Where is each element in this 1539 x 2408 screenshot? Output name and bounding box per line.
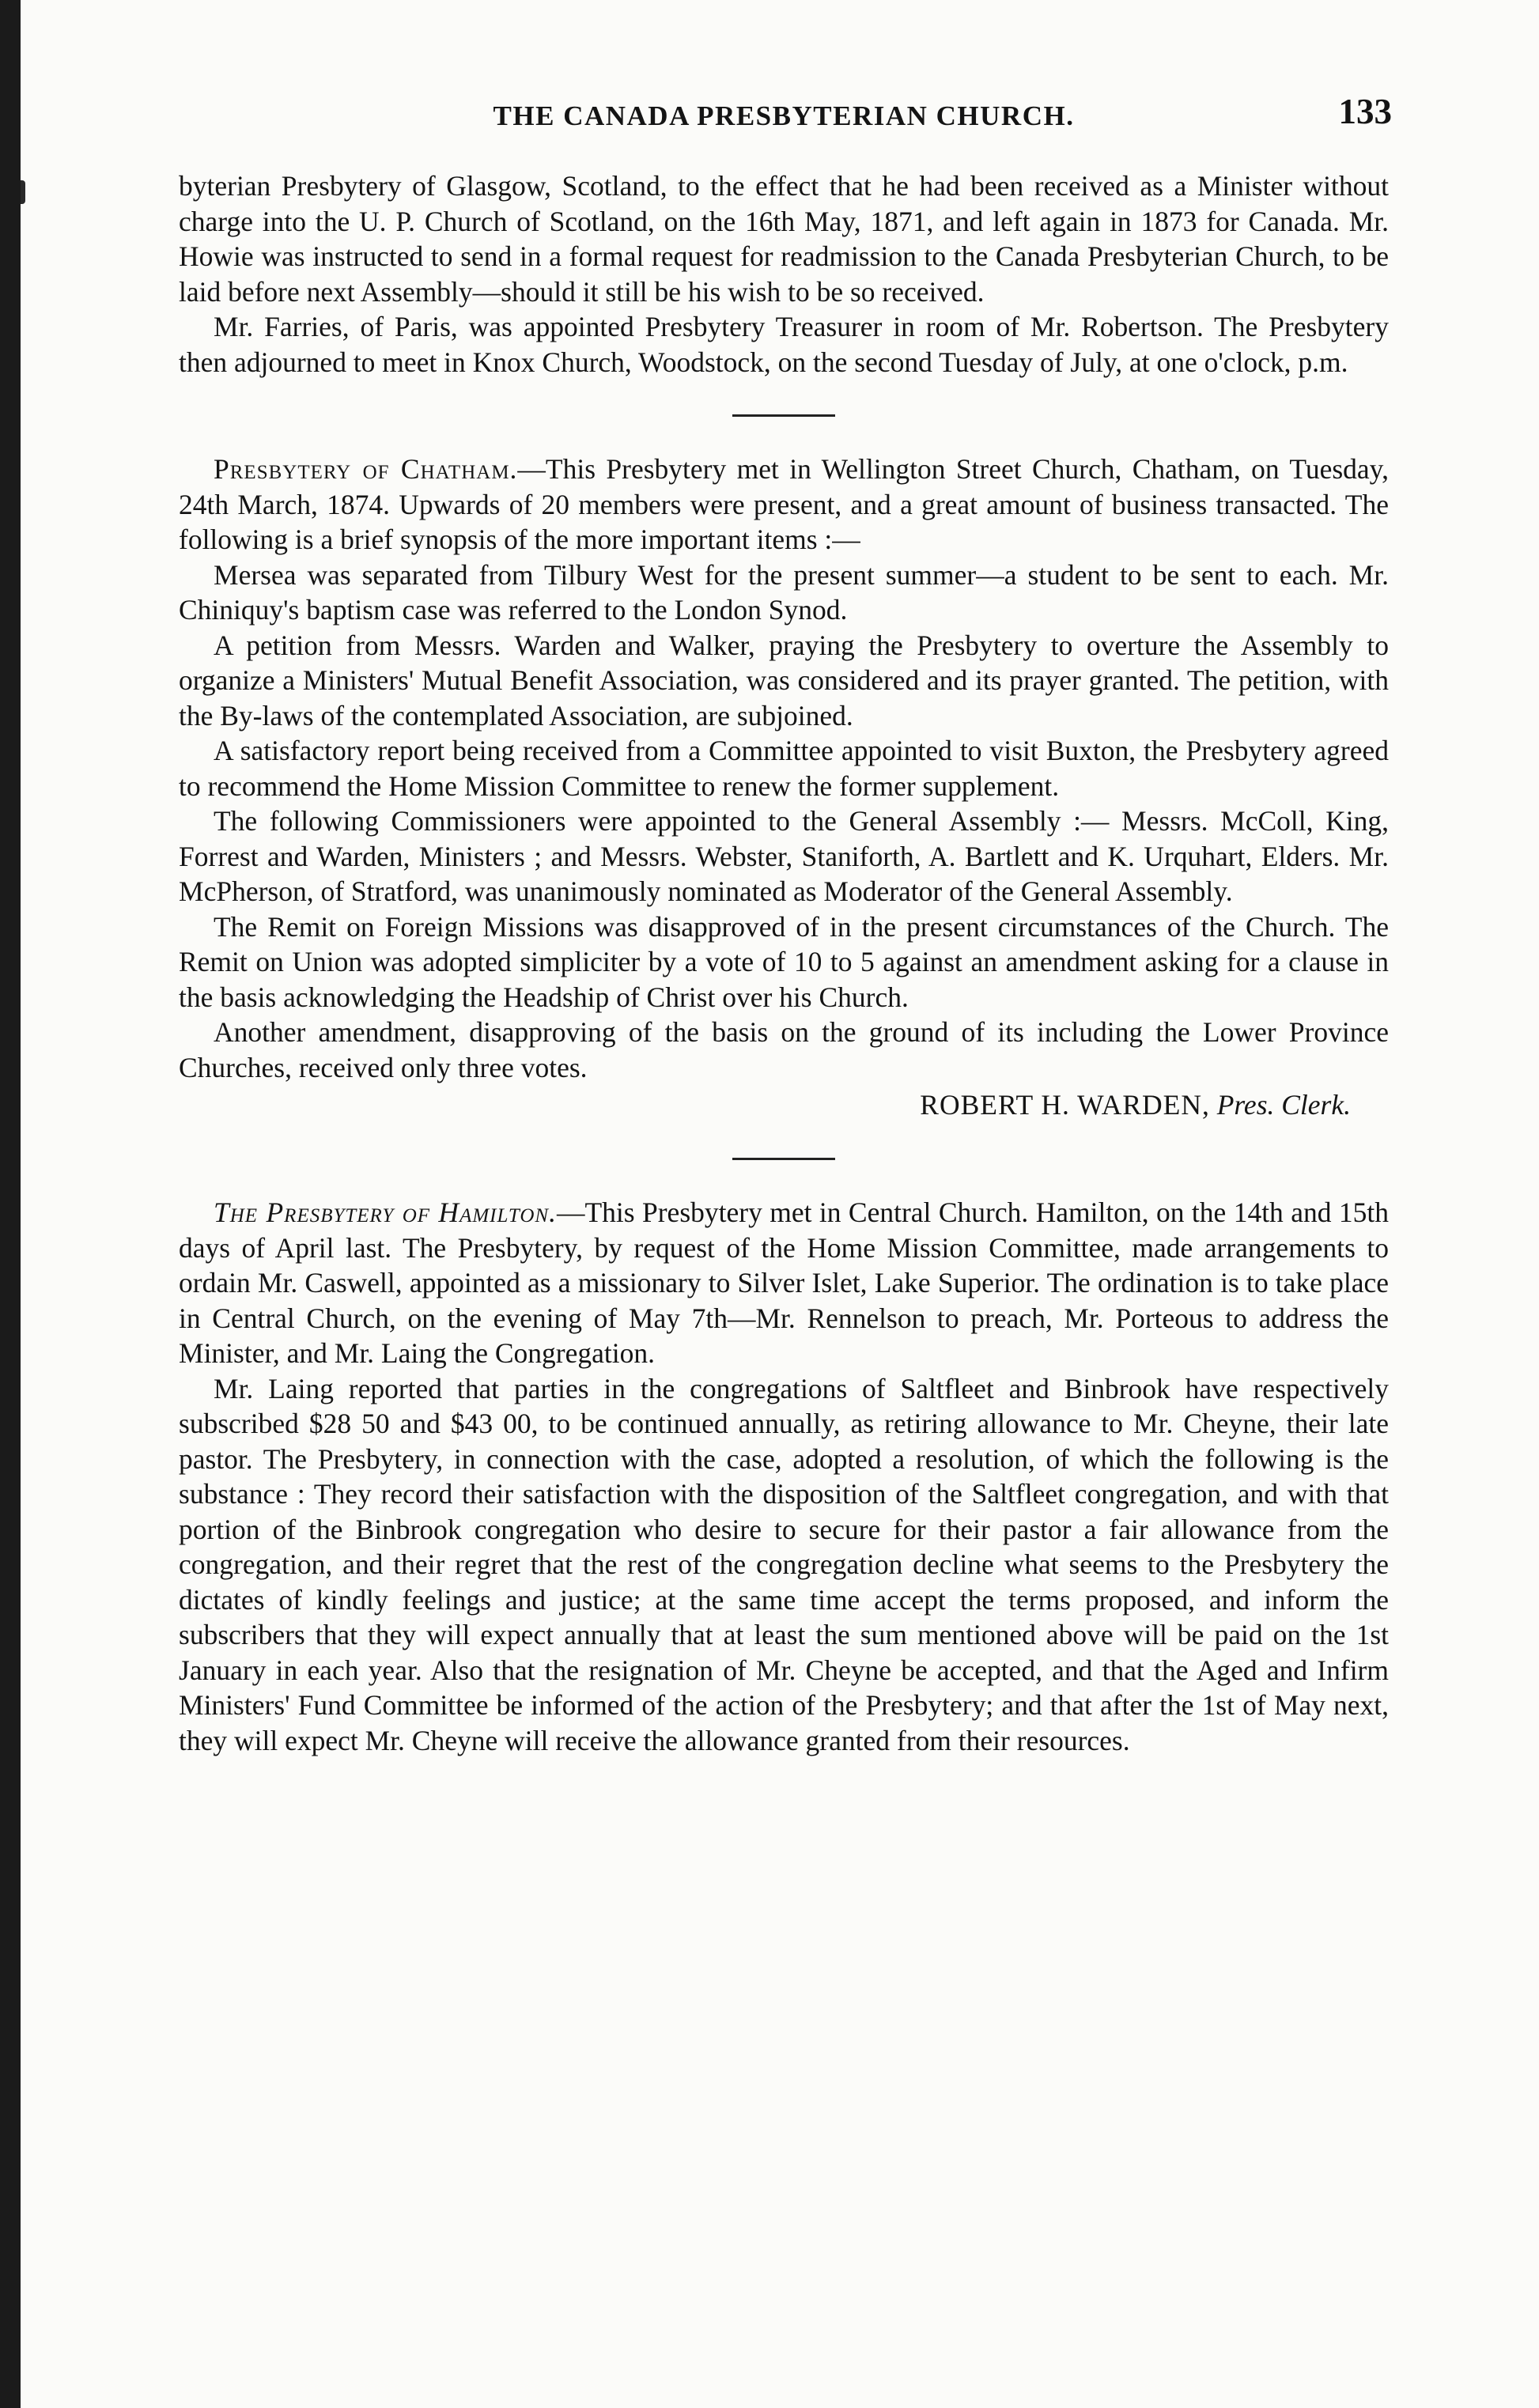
section-divider <box>732 1158 835 1160</box>
paragraph-chatham-amendment: Another amendment, disapproving of the basis on the ground of its including the Lower Province Churches, received only three votes. <box>179 1016 1389 1083</box>
section-chatham <box>179 452 1389 1123</box>
paragraph-chatham-intro <box>179 452 1389 558</box>
page-header <box>179 91 1392 154</box>
paragraph-chatham-buxton: A satisfactory report being received from a Committee appointed to visit Buxton, the Presbytery agreed to recommend the Home Mission Committee to renew the former supplement. <box>179 735 1389 802</box>
hamilton-intro-text: —This Presbytery met in Central Church. Hamilton, on the 14th and 15th days of April last. The Presbytery, by request of the Home Mission Committee, made arrangements to ordain Mr. Caswell, appointed as a missionary to Silver Islet, Lake Superior. The ordination is to take place in Central Church, on the evening of May 7th—Mr. Rennelson to preach, Mr. Porteous to address the Minister, and Mr. Laing the Congregation. <box>179 1196 1390 1369</box>
paragraph-chatham-petition: A petition from Messrs. Warden and Walker, praying the Presbytery to overture the Assembly to organize a Ministers' Mutual Benefit Association, was considered and its prayer granted. The petition, with the By-laws of the contemplated Association, are subjoined. <box>179 629 1389 731</box>
signature <box>179 1087 1389 1123</box>
section-heading-chatham: Presbytery of Chatham. <box>214 453 518 485</box>
paragraph-hamilton-cheyne: Mr. Laing reported that parties in the congregations of Saltfleet and Binbrook have respectively subscribed $28 50 and $43 00, to be continued annually, as retiring allowance to Mr. Cheyne, their late pastor. The Presbytery, in connection with the case, adopted a resolution, of which the following is the substance : They record their satisfaction with the disposition of the Saltfleet congregation, and with that portion of the Binbrook congregation who desire to secure for their pastor a fair allowance from the congregation, and their regret that the rest of the congregation decline what seems to the Presbytery the dictates of kindly feelings and justice; at the same time accept the terms proposed, and inform the subscribers that they will expect annually that at least the sum mentioned above will be paid on the 1st January in each year. Also that the resignation of Mr. Cheyne be accepted, and that the Aged and Infirm Ministers' Fund Committee be informed of the action of the Presbytery; and that after the 1st of May next, they will expect Mr. Cheyne will receive the allowance granted from their resources. <box>179 1372 1389 1756</box>
signature-name: ROBERT H. WARDEN, <box>920 1089 1210 1121</box>
section-continued <box>179 168 1389 380</box>
section-heading-hamilton: The Presbytery of Hamilton. <box>214 1196 557 1228</box>
running-head: THE CANADA PRESBYTERIAN CHURCH. <box>493 100 1075 131</box>
paragraph-continued: byterian Presbytery of Glasgow, Scotland, to the effect that he had been received as a Minister without charge into the U. P. Church of Scotland, on the 16th May, 1871, and left again in 1873 for Canada. Mr. Howie was instructed to send in a formal request for readmission to the Canada Presbyterian Church, to be laid before next Assembly—should it still be his wish to be so received. <box>179 170 1389 308</box>
paragraph-chatham-remits: The Remit on Foreign Missions was disapproved of in the present circumstances of the Church. The Remit on Union was adopted simpliciter by a vote of 10 to 5 against an amendment asking for a clause in the basis acknowledging the Headship of Christ over his Church. <box>179 910 1389 1013</box>
page-content <box>179 91 1392 1758</box>
paragraph-chatham-commissioners: The following Commissioners were appointed to the General Assembly :— Messrs. McColl, King, Forrest and Warden, Ministers ; and Messrs. Webster, Staniforth, A. Bartlett and K. Urquhart, Elders. Mr. McPherson, of Stratford, was unanimously nominated as Moderator of the General Assembly. <box>179 805 1389 907</box>
binding-mark <box>21 180 25 204</box>
chatham-intro-text: —This Presbytery met in Wellington Street Church, Chatham, on Tuesday, 24th March, 1874. Upwards of 20 members were present, and a great amount of business transacted. The following is a brief synopsis of the more important items :— <box>179 453 1389 555</box>
section-divider <box>732 414 835 417</box>
paragraph-treasurer: Mr. Farries, of Paris, was appointed Presbytery Treasurer in room of Mr. Robertson. The Presbytery then adjourned to meet in Knox Church, Woodstock, on the second Tuesday of July, at one o'clock, p.m. <box>179 311 1389 378</box>
page-number: 133 <box>1338 92 1392 131</box>
paragraph-chatham-mersea: Mersea was separated from Tilbury West for the present summer—a student to be sent to each. Mr. Chiniquy's baptism case was referred to the London Synod. <box>179 558 1389 626</box>
paragraph-hamilton-intro <box>179 1195 1389 1371</box>
page-binding-edge <box>0 0 21 2408</box>
section-hamilton <box>179 1195 1389 1758</box>
signature-title: Pres. Clerk. <box>1216 1089 1351 1121</box>
